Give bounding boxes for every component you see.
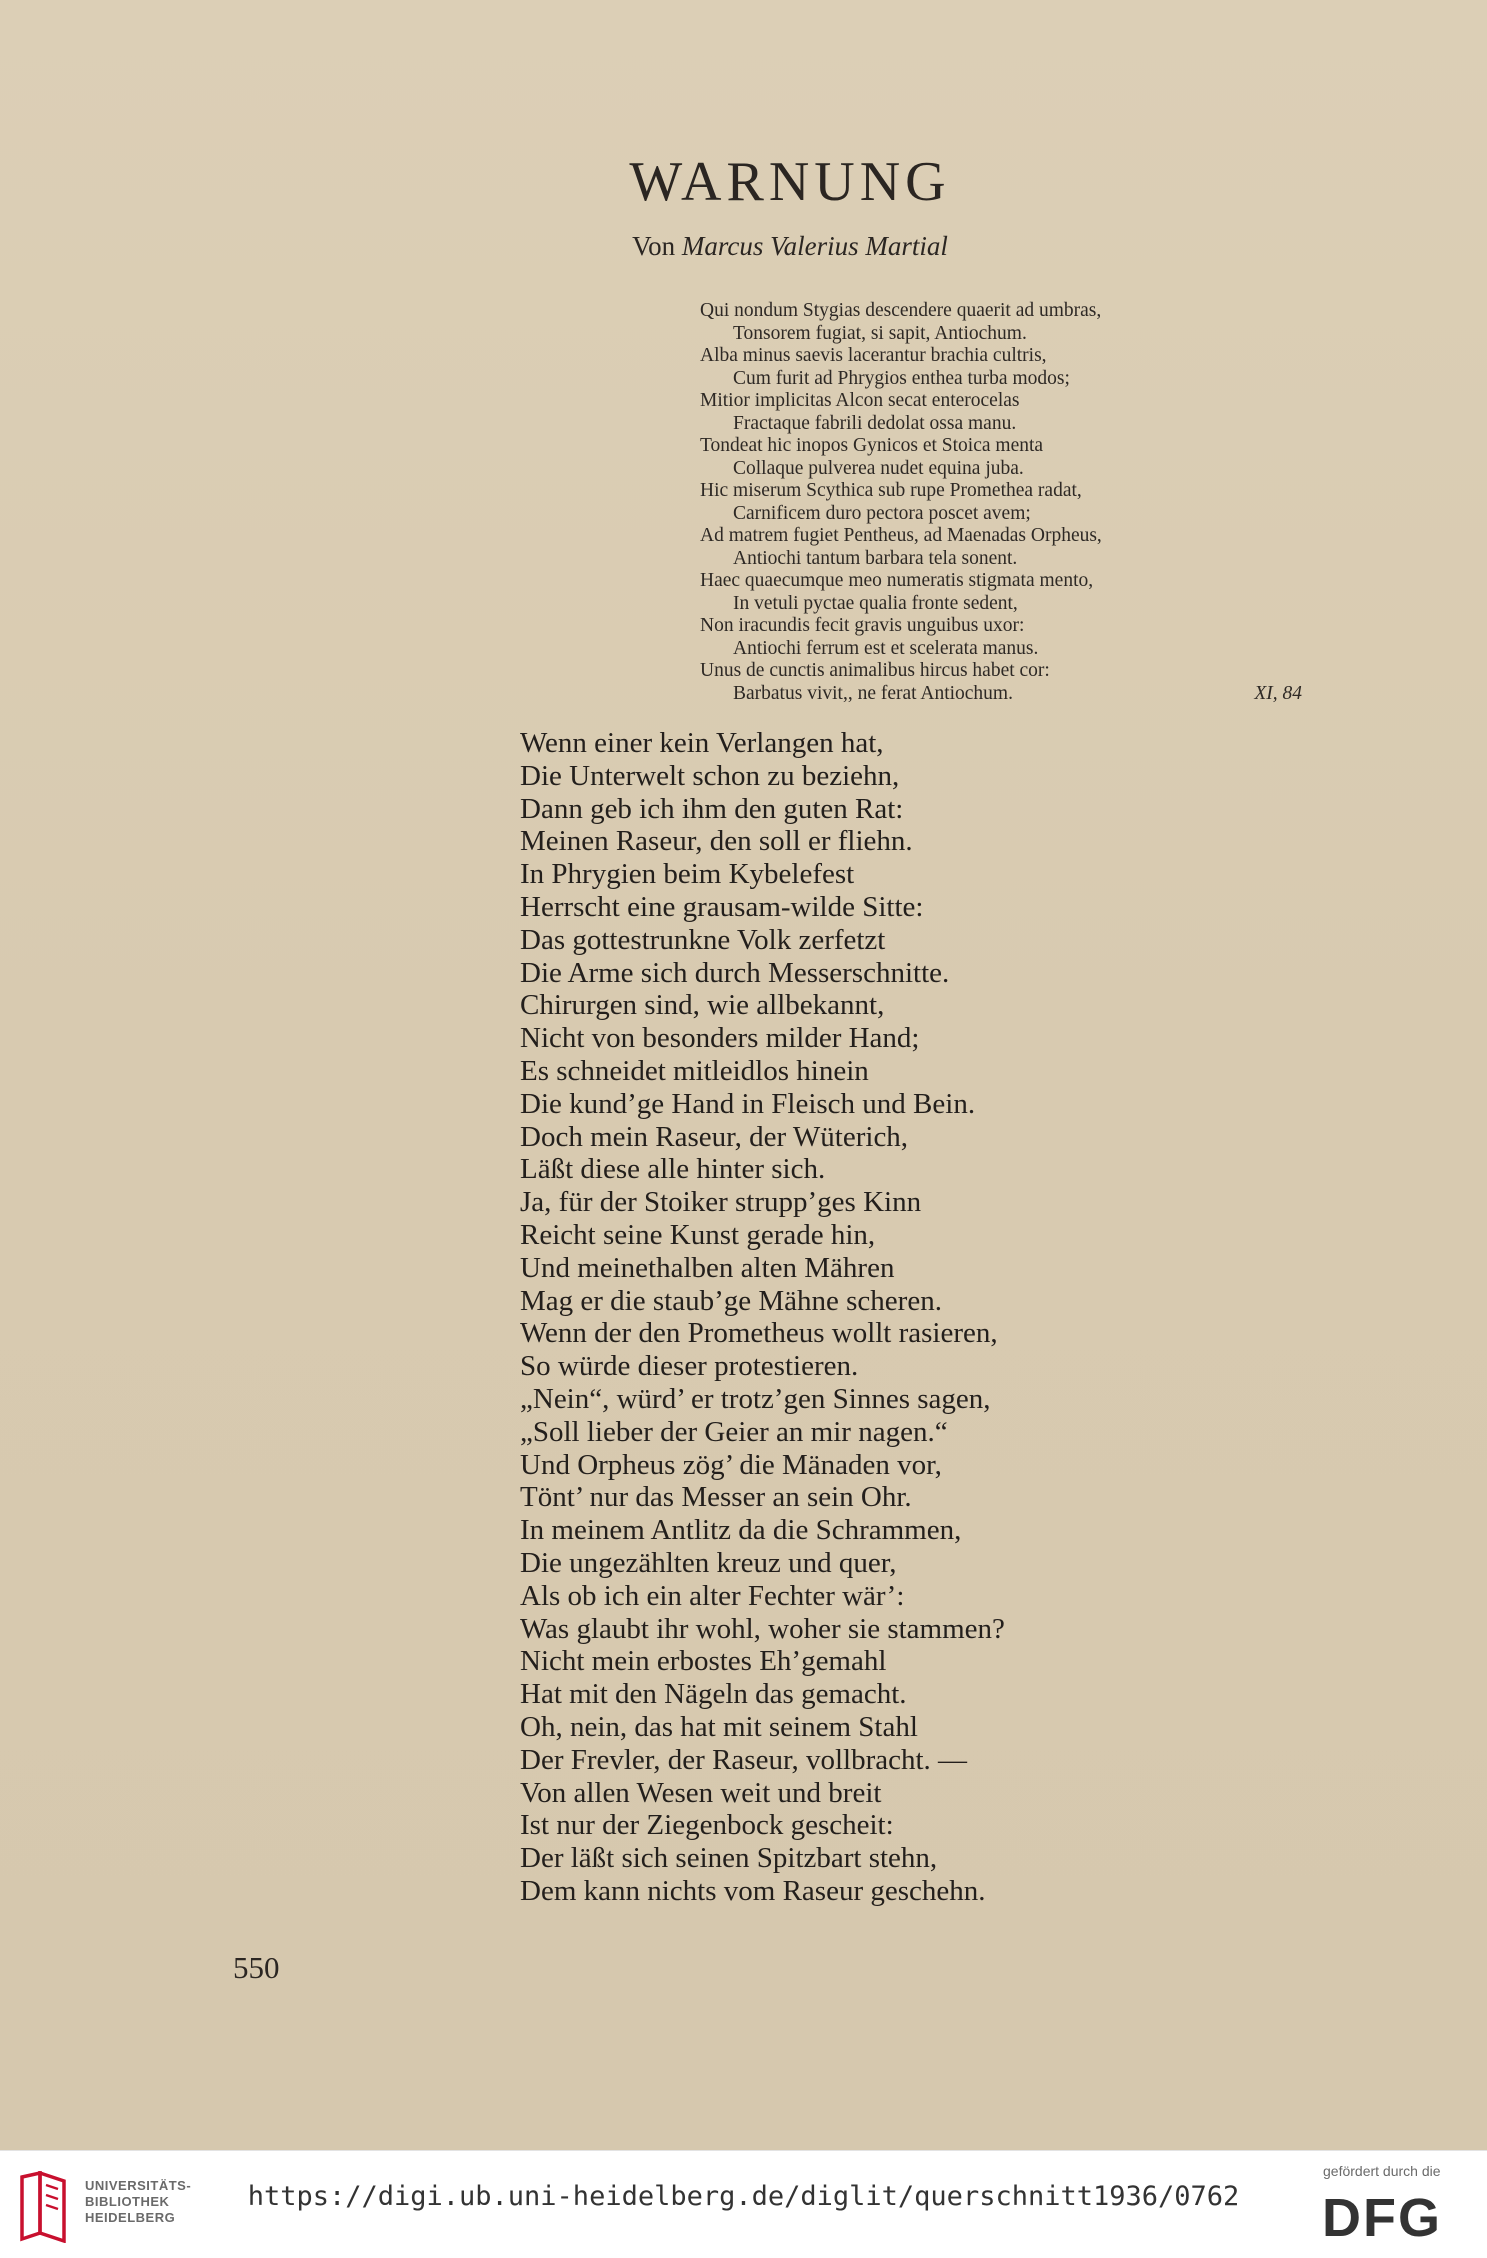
verse-line: „Nein“, würd’ er trotz’gen Sinnes sagen, [520, 1382, 991, 1415]
source-reference: XI, 84 [1254, 682, 1302, 704]
author-name: Marcus Valerius Martial [681, 231, 948, 261]
verse-line: So würde dieser protestieren. [520, 1350, 859, 1383]
poem-byline [0, 231, 1487, 262]
verse-line: Chirurgen sind, wie allbekannt, [520, 989, 885, 1022]
german-translation [520, 727, 1220, 1908]
verse-line: Ja, für der Stoiker strupp’ges Kinn [520, 1186, 922, 1219]
verse-line: Und meinethalben alten Mähren [520, 1251, 895, 1284]
verse-line: Läßt diese alle hinter sich. [520, 1153, 826, 1186]
verse-line: Die kund’ge Hand in Fleisch und Bein. [520, 1087, 976, 1120]
latin-line: Barbatus vivit,, ne ferat Antiochum. [733, 682, 1013, 704]
verse-line: Und Orpheus zög’ die Mänaden vor, [520, 1448, 942, 1481]
verse-line: Die Unterwelt schon zu beziehn, [520, 759, 900, 792]
verse-line: Von allen Wesen weit und breit [520, 1776, 882, 1809]
permalink-url[interactable]: https://digi.ub.uni-heidelberg.de/diglit/querschnitt1936/0762 [247, 2181, 1240, 2212]
latin-line: Hic miserum Scythica sub rupe Promethea radat, [700, 480, 1082, 501]
byline-prefix: Von [632, 231, 676, 261]
verse-line: Reicht seine Kunst gerade hin, [520, 1218, 876, 1251]
verse-line: Der läßt sich seinen Spitzbart stehn, [520, 1842, 938, 1875]
latin-line: Tonsorem fugiat, si sapit, Antiochum. [733, 322, 1027, 344]
latin-line: Unus de cunctis animalibus hircus habet cor: [700, 660, 1050, 681]
verse-line: Ist nur der Ziegenbock gescheit: [520, 1809, 894, 1842]
verse-line: Dann geb ich ihm den guten Rat: [520, 792, 904, 825]
library-name-line: HEIDELBERG [85, 2210, 176, 2225]
latin-original-text [700, 300, 1300, 705]
latin-line: Fractaque fabrili dedolat ossa manu. [733, 412, 1017, 434]
verse-line: Doch mein Raseur, der Wüterich, [520, 1120, 909, 1153]
dfg-logo[interactable]: DFG [1322, 2188, 1442, 2248]
verse-line: Dem kann nichts vom Raseur geschehn. [520, 1874, 986, 1907]
verse-line: In meinem Antlitz da die Schrammen, [520, 1514, 962, 1547]
verse-line: Wenn einer kein Verlangen hat, [520, 727, 884, 759]
verse-line: Mag er die staub’ge Mähne scheren. [520, 1284, 942, 1317]
page-number: 550 [233, 1950, 280, 1985]
verse-line: Die ungezählten kreuz und quer, [520, 1546, 897, 1579]
verse-line: Tönt’ nur das Messer an sein Ohr. [520, 1481, 912, 1514]
verse-line: Nicht von besonders milder Hand; [520, 1022, 920, 1055]
verse-line: Nicht mein erbostes Eh’gemahl [520, 1645, 887, 1678]
latin-line: Collaque pulverea nudet equina juba. [733, 457, 1024, 479]
funded-by-label: gefördert durch die [1323, 2163, 1441, 2179]
verse-line: Als ob ich ein alter Fechter wär’: [520, 1579, 905, 1612]
latin-last-row [700, 683, 1300, 706]
latin-line: Ad matrem fugiet Pentheus, ad Maenadas Orpheus, [700, 525, 1102, 546]
latin-line: Cum furit ad Phrygios enthea turba modos; [733, 367, 1070, 389]
latin-line: Carnificem duro pectora poscet avem; [733, 502, 1031, 524]
verse-line: Hat mit den Nägeln das gemacht. [520, 1678, 907, 1711]
latin-line: Non iracundis fecit gravis unguibus uxor: [700, 615, 1025, 636]
verse-line: Herrscht eine grausam-wilde Sitte: [520, 890, 924, 923]
latin-line: Antiochi ferrum est et scelerata manus. [733, 637, 1039, 659]
latin-line: Alba minus saevis lacerantur brachia cultris, [700, 345, 1047, 366]
latin-line: In vetuli pyctae qualia fronte sedent, [733, 592, 1018, 614]
verse-line: Meinen Raseur, den soll er fliehn. [520, 825, 913, 858]
latin-line: Tondeat hic inopos Gynicos et Stoica menta [700, 435, 1044, 456]
latin-line: Haec quaecumque meo numeratis stigmata mento, [700, 570, 1094, 591]
verse-line: Das gottestrunkne Volk zerfetzt [520, 923, 886, 956]
verse-line: Die Arme sich durch Messerschnitte. [520, 956, 950, 989]
latin-line: Qui nondum Stygias descendere quaerit ad umbras, [700, 300, 1102, 321]
viewer-footer [0, 2150, 1487, 2258]
verse-line: „Soll lieber der Geier an mir nagen.“ [520, 1415, 948, 1448]
verse-line: Wenn der den Prometheus wollt rasieren, [520, 1317, 998, 1350]
library-name-line: BIBLIOTHEK [85, 2194, 170, 2209]
verse-line: In Phrygien beim Kybelefest [520, 858, 855, 891]
verse-line: Es schneidet mitleidlos hinein [520, 1054, 869, 1087]
library-name-line: UNIVERSITÄTS- [85, 2178, 192, 2193]
verse-line: Der Frevler, der Raseur, vollbracht. — [520, 1743, 968, 1776]
latin-line: Antiochi tantum barbara tela sonent. [733, 547, 1018, 569]
verse-line: Was glaubt ihr wohl, woher sie stammen? [520, 1612, 1005, 1645]
poem-title: WARNUNG [629, 151, 951, 213]
verse-line: Oh, nein, das hat mit seinem Stahl [520, 1710, 918, 1743]
latin-line: Mitior implicitas Alcon secat enterocelas [700, 390, 1020, 411]
